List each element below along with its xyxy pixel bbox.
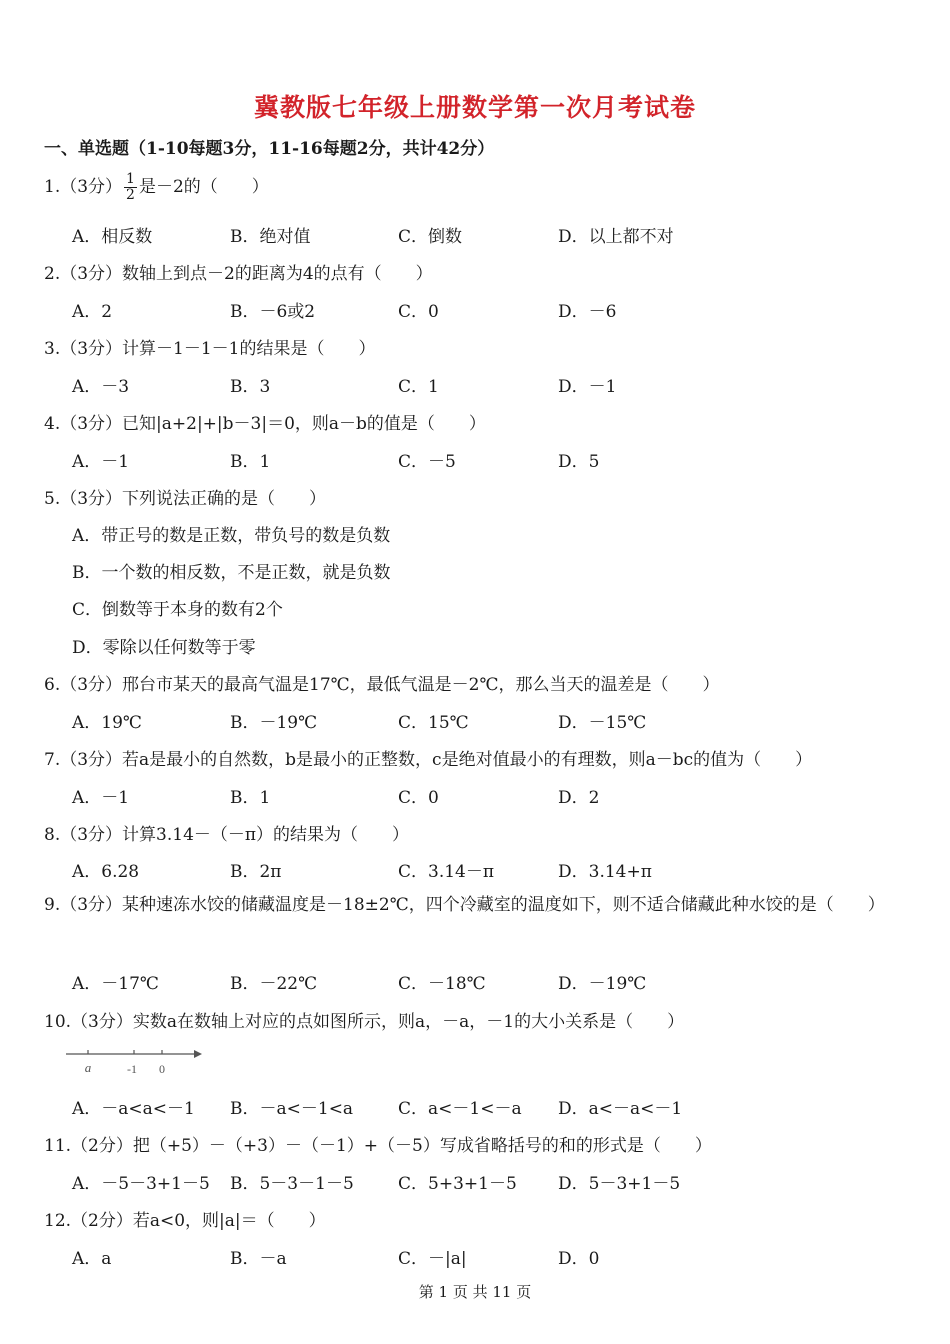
question-8-options: [72, 857, 872, 883]
option-a: A．带正号的数是正数，带负号的数是负数: [72, 526, 391, 546]
option-a: A．6.28: [72, 862, 140, 882]
question-1-prefix: 1.（3分）: [44, 177, 123, 197]
option-c: C．－|a|: [398, 1249, 467, 1269]
option-d: D．2: [558, 788, 600, 808]
option-d: D．0: [558, 1249, 600, 1269]
option-c: C．a<－1<－a: [398, 1099, 522, 1119]
option-c: C．倒数: [398, 227, 463, 247]
option-b: B．绝对值: [230, 227, 311, 247]
option-c: C．1: [398, 377, 439, 397]
option-d: D．零除以任何数等于零: [72, 638, 256, 658]
option-b: B．－19℃: [230, 713, 318, 733]
option-a: A．a: [72, 1249, 112, 1269]
question-7: 7.（3分）若a是最小的自然数，b是最小的正整数，c是绝对值最小的有理数，则a－bc的值为（ ）: [44, 750, 813, 770]
question-9: 9.（3分）某种速冻水饺的储藏温度是－18±2℃，四个冷藏室的温度如下，则不适合储藏此种水饺的是（ ）: [44, 895, 885, 915]
page-footer: 第 1 页 共 11 页: [418, 1283, 532, 1301]
fraction-numerator: 1: [126, 171, 135, 187]
option-c: C．－18℃: [398, 974, 486, 994]
question-1: [44, 172, 269, 203]
number-line-arrow: [194, 1050, 202, 1058]
option-b: B．－22℃: [230, 974, 318, 994]
option-c: C．5+3+1－5: [398, 1174, 517, 1194]
option-b: B．－a<－1<a: [230, 1099, 354, 1119]
option-a: A．相反数: [72, 227, 153, 247]
option-d: D．－15℃: [558, 713, 647, 733]
question-4-options: [72, 447, 872, 473]
question-2: 2.（3分）数轴上到点－2的距离为4的点有（ ）: [44, 264, 433, 284]
option-a: A．－1: [72, 788, 130, 808]
question-6: 6.（3分）邢台市某天的最高气温是17℃，最低气温是－2℃，那么当天的温差是（ ）: [44, 675, 720, 695]
label-minus-1: -1: [127, 1062, 137, 1076]
option-b: B．2π: [230, 862, 282, 882]
question-11: 11.（2分）把（+5）－（+3）－（－1）+（－5）写成省略括号的和的形式是（ ）: [44, 1136, 712, 1156]
question-1-options: [72, 222, 872, 248]
option-d: D．3.14+π: [558, 862, 652, 882]
option-d: D．－6: [558, 302, 617, 322]
option-b: B．5－3－1－5: [230, 1174, 354, 1194]
option-a: A．2: [72, 302, 113, 322]
option-c: C．－5: [398, 452, 456, 472]
option-c: C．倒数等于本身的数有2个: [72, 600, 283, 620]
option-d: D．a<－a<－1: [558, 1099, 683, 1119]
option-d: D．5－3+1－5: [558, 1174, 681, 1194]
question-12: 12.（2分）若a<0，则|a|＝（ ）: [44, 1211, 326, 1231]
question-7-options: [72, 783, 872, 809]
question-1-suffix: 是－2的（ ）: [138, 177, 269, 197]
question-10-options: [72, 1094, 872, 1120]
option-d: D．5: [558, 452, 600, 472]
option-b: B．1: [230, 788, 271, 808]
question-12-options: [72, 1244, 872, 1270]
option-b: B．－a: [230, 1249, 287, 1269]
question-11-options: [72, 1169, 872, 1195]
label-0: 0: [159, 1062, 165, 1076]
option-c: C．3.14－π: [398, 862, 495, 882]
option-a: A．－1: [72, 452, 130, 472]
question-3-options: [72, 372, 872, 398]
question-10: 10.（3分）实数a在数轴上对应的点如图所示，则a，－a，－1的大小关系是（ ）: [44, 1012, 685, 1032]
question-6-options: [72, 708, 872, 734]
option-a: A．－a<a<－1: [72, 1099, 195, 1119]
section-heading: 一、单选题（1-10每题3分，11-16每题2分，共计42分）: [44, 139, 495, 159]
option-d: D．－1: [558, 377, 617, 397]
option-b: B．一个数的相反数，不是正数，就是负数: [72, 563, 391, 583]
option-d: D．－19℃: [558, 974, 647, 994]
question-8: 8.（3分）计算3.14－（－π）的结果为（ ）: [44, 825, 410, 845]
option-a: A．－17℃: [72, 974, 159, 994]
label-a: a: [84, 1060, 92, 1075]
option-b: B．3: [230, 377, 271, 397]
question-2-options: [72, 297, 872, 323]
option-a: A．－5－3+1－5: [72, 1174, 210, 1194]
question-4: 4.（3分）已知|a+2|+|b－3|＝0，则a－b的值是（ ）: [44, 414, 486, 434]
option-b: B．1: [230, 452, 271, 472]
number-line-figure: [64, 1042, 214, 1082]
option-a: A．－3: [72, 377, 130, 397]
option-d: D．以上都不对: [558, 227, 674, 247]
fraction: [124, 172, 137, 203]
option-c: C．0: [398, 302, 439, 322]
question-3: 3.（3分）计算－1－1－1的结果是（ ）: [44, 339, 376, 359]
fraction-denominator: 2: [126, 187, 135, 203]
question-9-options: [72, 969, 872, 995]
option-c: C．15℃: [398, 713, 469, 733]
option-a: A．19℃: [72, 713, 142, 733]
option-c: C．0: [398, 788, 439, 808]
page-title: 冀教版七年级上册数学第一次月考试卷: [253, 93, 696, 122]
question-5: 5.（3分）下列说法正确的是（ ）: [44, 489, 327, 509]
option-b: B．－6或2: [230, 302, 316, 322]
